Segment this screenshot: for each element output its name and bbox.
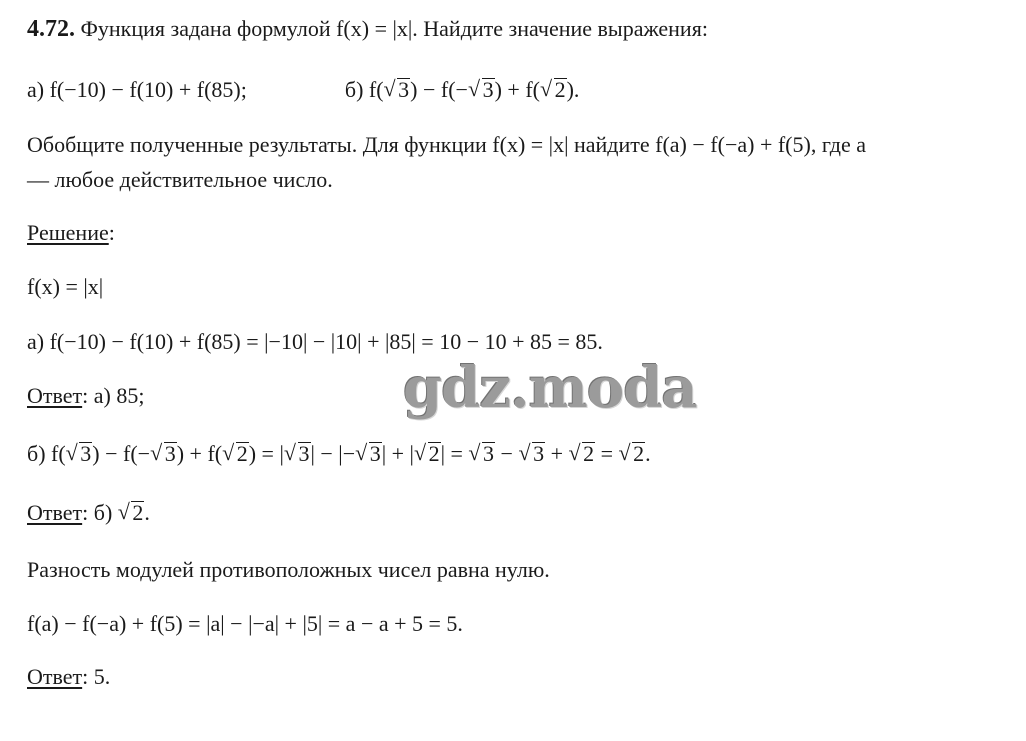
general-solution: f(a) − f(−a) + f(5) = |a| − |−a| + |5| = a − a + 5 = 5. <box>27 611 463 636</box>
answer-label: Ответ <box>27 500 83 525</box>
function-definition: f(x) = |x| <box>27 274 104 299</box>
answer-a: Ответ: а) 85; <box>27 383 145 408</box>
problem-header <box>27 16 708 42</box>
solution-part-b: б) f(√ 3) − f(−√ 3) + f(√ 2) = |√ 3| − |−√ 3| + |√ 2| = √ 3 − √ 3 + √ 2 = √ 2. <box>27 441 651 467</box>
problem-statement: Функция задана формулой f(x) = |x|. Найдите значение выражения: <box>80 16 708 41</box>
problem-part-a: а) f(−10) − f(10) + f(85); <box>27 77 247 102</box>
solution-label: Решение <box>27 220 109 245</box>
generalize-line-1: Обобщите полученные результаты. Для функции f(x) = |x| найдите f(a) − f(−a) + f(5), где a <box>27 132 866 157</box>
answer-label: Ответ <box>27 383 83 408</box>
watermark-logo: gdz.moda <box>403 355 697 421</box>
solution-heading: Решение: <box>27 220 115 245</box>
solution-part-a: а) f(−10) − f(10) + f(85) = |−10| − |10| + |85| = 10 − 10 + 85 = 85. <box>27 329 603 354</box>
sqrt-2: √ 2 <box>118 500 145 526</box>
sqrt-3: √ 3 <box>384 77 411 103</box>
difference-statement: Разность модулей противоположных чисел равна нулю. <box>27 557 550 582</box>
problem-parts <box>27 77 579 103</box>
sqrt-3: √ 3 <box>468 77 495 103</box>
generalize-line-2: — любое действительное число. <box>27 167 333 192</box>
problem-part-b: б) f(√ 3) − f(−√ 3) + f(√ 2). <box>345 77 580 102</box>
problem-number: 4.72. <box>27 16 75 42</box>
answer-label: Ответ <box>27 664 83 689</box>
sqrt-2: √ 2 <box>540 77 567 103</box>
answer-b: Ответ: б) √ 2. <box>27 500 150 526</box>
answer-final: Ответ: 5. <box>27 664 111 689</box>
